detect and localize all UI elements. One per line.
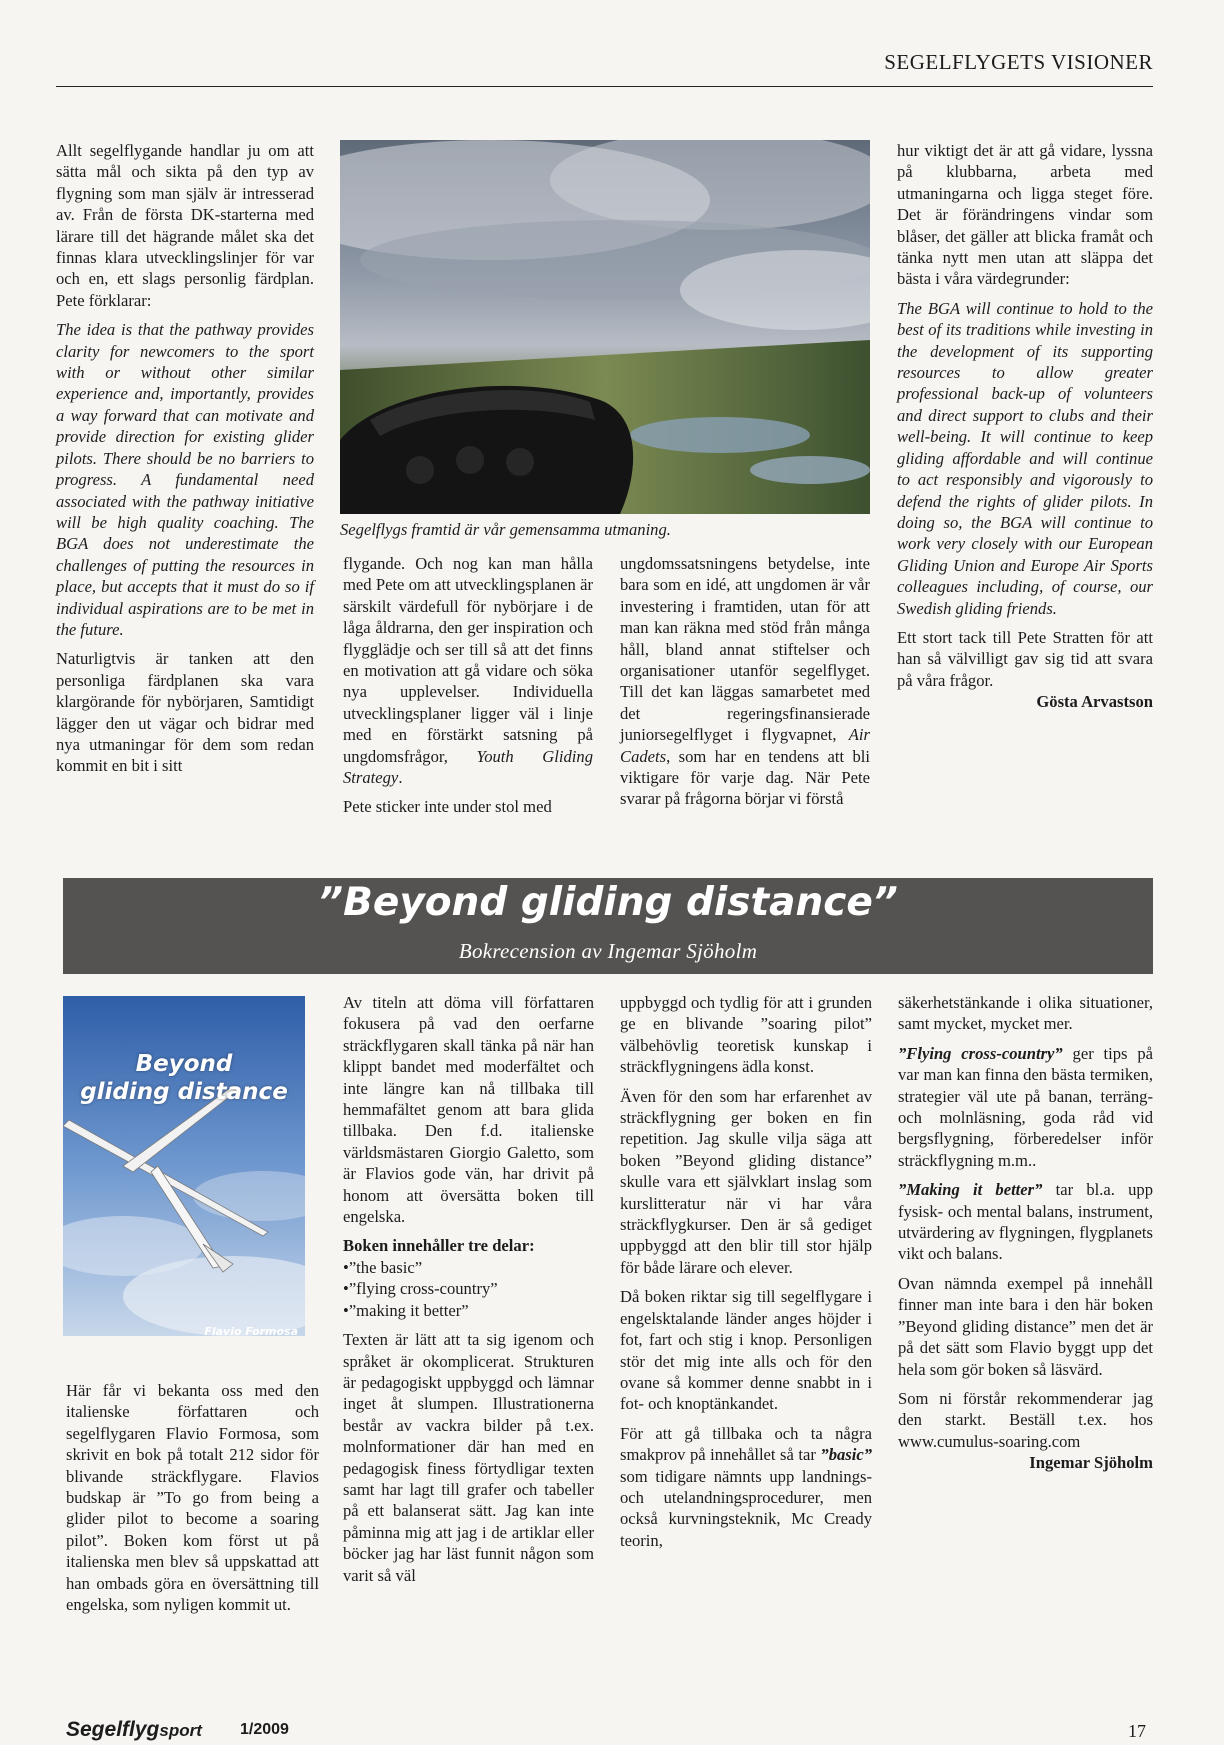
review-paragraph: Då boken riktar sig till segelflygare i engelsktalande länder anges höjder i fot, fart och stig i knop. Personligen stör det mig inte alls och för den ovane så kommer denne snabbt in i fot- och knoptänkandet. <box>620 1287 872 1414</box>
review-paragraph: Texten är lätt att ta sig igenom och språket är okomplicerat. Strukturen är pedagogiskt uppbyggd och lämnar inget åt slumpen. Illustrationerna består av vackra bilder på t.ex. molnformationer där han med en pedagogisk finess förtydligar texten samt har lagt till grafer och tabeller på ett balanserat sätt. Jag kan inte påminna mig att jag i de artiklar eller böcker jag har läst funnit någon som varit så väl <box>343 1330 594 1585</box>
cockpit-photo <box>340 140 870 514</box>
book-cover-author: Flavio Formosa <box>204 1325 298 1338</box>
article-paragraph: flygande. Och nog kan man hålla med Pete om att utvecklingsplanen är särskilt värdefull för nybörjare i de låga åldrarna, den ger inspiration och flygglädje och ser till så att det finns en motivation att gå vidare och söka nya upplevelser. Individuella utvecklingsplaner ligger väl i linje med en förstärkt satsning på ungdomsfrågor, Youth Gliding Strategy. <box>343 554 593 788</box>
review-title: ”Beyond gliding distance” <box>318 880 898 925</box>
review-paragraph: Som ni förstår rekommenderar jag den starkt. Beställ t.ex. hos www.cumulus-soaring.com <box>898 1388 1153 1451</box>
book-cover-image <box>63 996 305 1336</box>
article-signature: Gösta Arvastson <box>1036 692 1153 712</box>
book-cover-title: Beyond gliding distance <box>80 1051 288 1105</box>
article-column-1 <box>56 140 314 785</box>
review-column-2 <box>343 992 594 1594</box>
review-list <box>343 1257 594 1321</box>
header-rule <box>56 86 1153 87</box>
section-title: SEGELFLYGETS VISIONER <box>884 50 1153 74</box>
article-paragraph: ungdomssatsningens betydelse, inte bara som en idé, att ungdomen är vår investering i framtiden, utan för att man kan räkna med stöd från många håll, bland annat stiftelser och organisationer utanför segelflyget. Till det kan läggas samarbetet med det regeringsfinansierade juniorsegelflyget i flygvapnet, Air Cadets, som har en tendens att bli viktigare för varje dag. När Pete svarar på frågorna börjar vi förstå <box>620 554 870 809</box>
page-number: 17 <box>1128 1721 1146 1741</box>
issue-number: 1/2009 <box>240 1721 289 1738</box>
review-paragraph: Även för den som har erfarenhet av sträckflygning ger boken en fin repetition. Jag skulle vilja säga att boken ”Beyond gliding distance” skulle vara ett självklart inslag som kurslitteratur när vi har våra sträckflygkurser. Den är så gediget uppbyggd att den blir till stor hjälp för både lärare och elever. <box>620 1086 872 1277</box>
review-paragraph: säkerhetstänkande i olika situationer, samt mycket, mycket mer. <box>898 993 1153 1034</box>
article-paragraph: Naturligtvis är tanken att den personliga färdplanen ska vara klargörande för nybörjaren, Samtidigt lägger den ut vägar och bidrar med nya utmaningar för dem som redan kommit en bit i sitt <box>56 649 314 776</box>
article-paragraph: Pete sticker inte under stol med <box>343 797 552 817</box>
review-paragraph: ”Flying cross-country” ger tips på var man kan finna den bästa termiken, strategier väl ute på banan, terräng- och molnläsning, goda råd vid bergsflygning, förberedelser inför sträckflygning m.m.. <box>898 1043 1153 1170</box>
review-column-4 <box>898 992 1153 1474</box>
review-paragraph: Ovan nämnda exempel på innehåll finner man inte bara i den här boken ”Beyond gliding distance” men det är på det sätt som Flavio byggt upp det hela som gör boken så läsvärd. <box>898 1273 1153 1379</box>
article-paragraph: Ett stort tack till Pete Stratten för att han så välvilligt gav sig tid att svara på våra frågor. <box>897 627 1153 690</box>
article-paragraph: Allt segelflygande handlar ju om att sätta mål och sikta på den typ av flygning som man själv är intresserad av. Från de första DK-starterna med lärare till det hägrande målet ska det finnas klara utvecklingslinjer för var och en, ett slags personlig färdplan. Pete förklarar: <box>56 141 314 310</box>
article-column-4 <box>897 140 1153 713</box>
article-column-3 <box>620 553 870 818</box>
review-paragraph: uppbyggd och tydlig för att i grunden ge en blivande ”soaring pilot” välbehövlig teoretisk kunskap i sträckflygningens ädla konst. <box>620 993 872 1077</box>
list-item: • ”the basic” <box>343 1257 594 1278</box>
article-quote: The BGA will continue to hold to the best of its traditions while investing in the development of its supporting resources to allow greater professional back-up of volunteers and direct support to clubs and their well-being. It will continue to keep gliding affordable and will continue to act responsibly and vigorously to defend the rights of glider pilots. In doing so, the BGA will continue to work very closely with our European Gliding Union and Europe Air Sports colleagues including, of course, our Swedish gliding friends. <box>897 298 1153 618</box>
magazine-name: Segelflygsport <box>66 1718 202 1741</box>
article-column-2 <box>343 553 593 826</box>
review-signature: Ingemar Sjöholm <box>1029 1453 1153 1473</box>
review-column-1 <box>66 1380 319 1623</box>
list-item: • ”making it better” <box>343 1300 594 1321</box>
review-paragraph: ”Making it better” tar bl.a. upp fysisk- och mental balans, instrument, utvärdering av flygningen, flygplanets vikt och balans. <box>898 1180 1153 1264</box>
review-paragraph: För att gå tillbaka och ta några smakprov på innehållet så tar ”basic” som tidigare nämnts upp landnings- och utelandningsprocedurer, men också kurvningsteknik, Mc Cready teorin, <box>620 1423 873 1550</box>
article-quote: The idea is that the pathway provides clarity for newcomers to the sport with or without other similar experience and, importantly, provides a way forward that can motivate and provide direction for existing glider pilots. There should be no barriers to progress. A fundamental need associated with the pathway initiative will be high quality coaching. The BGA does not underestimate the challenges of putting the resources in place, but accepts that it must do so if individual aspirations are to be met in the future. <box>56 320 314 639</box>
article-paragraph: hur viktigt det är att gå vidare, lyssna på klubbarna, arbeta med utmaningarna och ligga steget före. Det är förändringens vindar som blåser, det gäller att blicka framåt och tänka nytt men utan att släppa det bästa i våra värdegrunder: <box>897 141 1153 289</box>
photo-caption: Segelflygs framtid är vår gemensamma utmaning. <box>340 520 671 539</box>
list-item: • ”flying cross-country” <box>343 1278 594 1299</box>
review-paragraph: Här får vi bekanta oss med den italienske författaren och segelflygaren Flavio Formosa, som skrivit en bok på totalt 212 sidor för blivande sträckflygare. Flavios budskap är ”To go from being a glider pilot to become a soaring pilot”. Boken kom först ut på italienska men blev så uppskattad att han ombads göra en översättning till engelska, som nyligen kommit ut. <box>66 1381 319 1615</box>
review-list-heading: Boken innehåller tre delar: <box>343 1236 535 1256</box>
review-paragraph: Av titeln att döma vill författaren fokusera på vad den oerfarne sträckflygaren skall tänka på när han klippt bandet med moderfältet och inte längre kan nå tillbaka till hemmafältet genom att bara glida tillbaka. Den f.d. italienske världsmästaren Giorgio Galetto, som är Flavios gode vän, har drivit på honom att översätta boken till engelska. <box>343 993 594 1227</box>
review-subtitle: Bokrecension av Ingemar Sjöholm <box>458 939 758 963</box>
review-column-3 <box>620 992 872 1559</box>
